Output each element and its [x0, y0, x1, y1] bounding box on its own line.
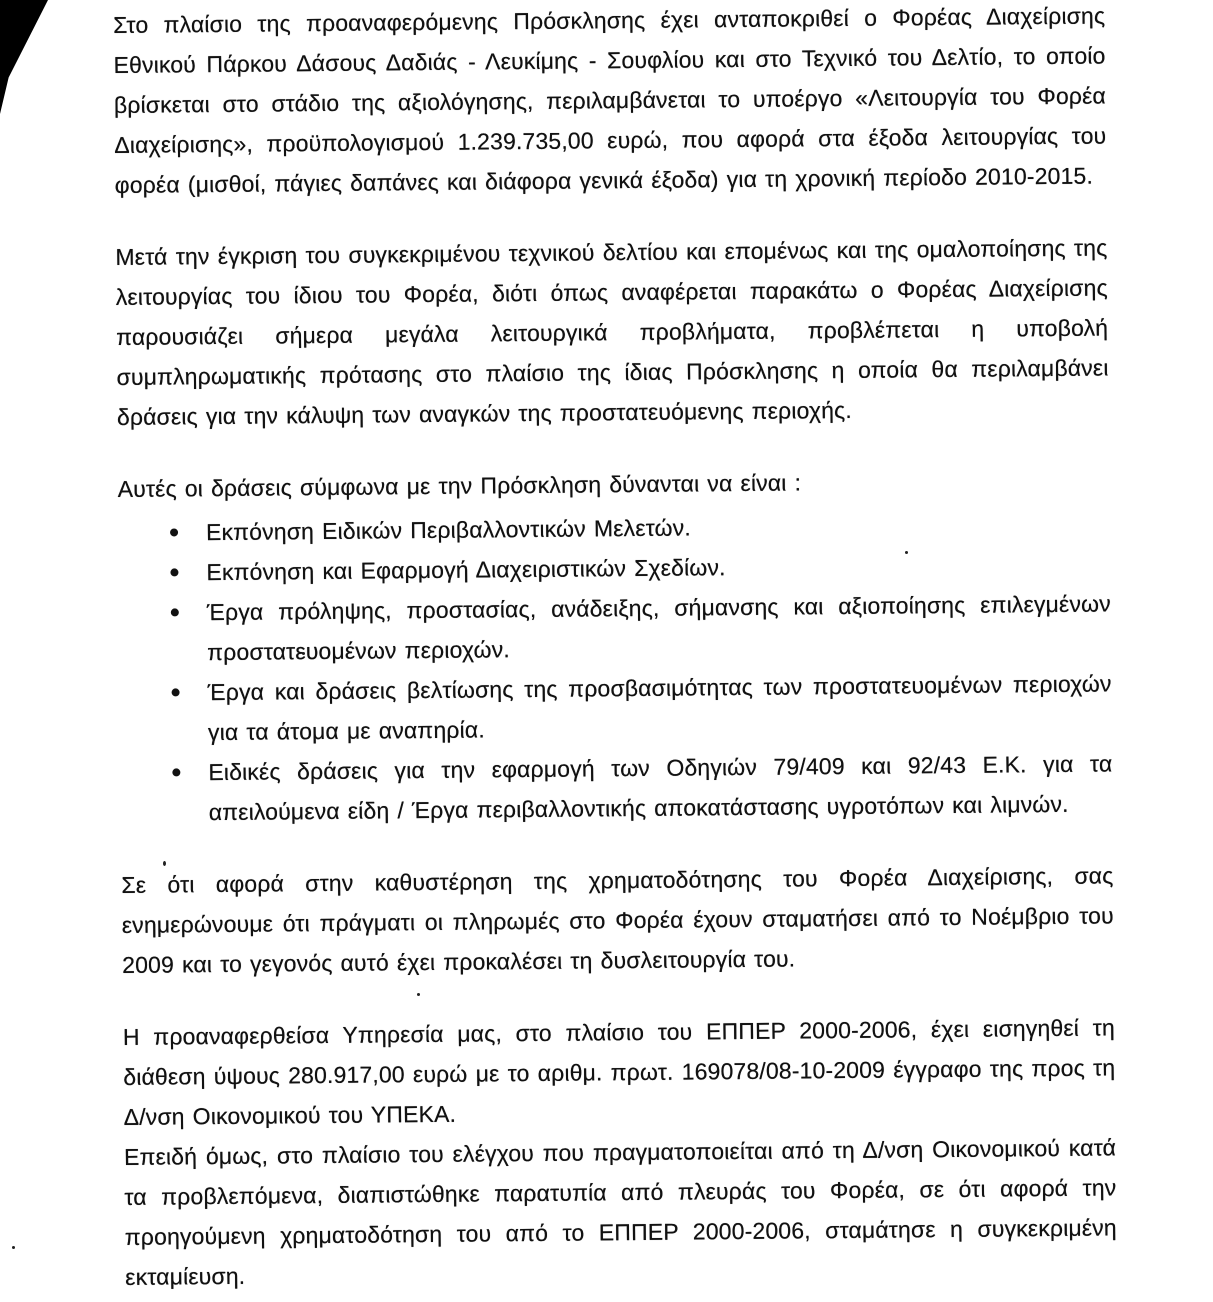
paragraph-kathisterisi: Σε ότι αφορά στην καθυστέρηση της χρηματοδότησης του Φορέα Διαχείρισης, σας ενημερώνουμε ότι πράγματι οι πληρωμές στο Φορέα έχουν σταματήσει από το Νοέμβριο του 2009 και το γεγονός αυτό έχει προκαλέσει τη δυσλειτουργία του. [121, 862, 1114, 978]
list-item-text: Ειδικές δράσεις για την εφαρμογή των Οδηγιών 79/409 και 92/43 Ε.Κ. για τα απειλούμενα είδη / Έργα περιβαλλοντικής αποκατάστασης υγροτόπων και λιμνών. [208, 750, 1113, 826]
list-intro: Αυτές οι δράσεις σύμφωνα με την Πρόσκληση δύνανται να είναι : [117, 469, 802, 502]
bullet-icon [170, 528, 178, 536]
bullet-icon [172, 768, 180, 776]
bullet-icon [170, 568, 178, 576]
scan-corner-artifact [0, 0, 48, 114]
list-item [171, 663, 1112, 752]
list-item [171, 583, 1112, 672]
paragraph-elegxos: Επειδή όμως, στο πλαίσιο του ελέγχου που πραγματοποιείται από τη Δ/νση Οικονομικού κατά τα προβλεπόμενα, διαπιστώθηκε παρατυπία από πλευράς του Φορέα, σε ότι αφορά την προηγούμενη χρηματοδότηση του από το ΕΠΠΕΡ 2000-2006, σταμάτησε η συγκεκριμένη εκταμίευση. [123, 1134, 1117, 1290]
list-item-text: Έργα και δράσεις βελτίωσης της προσβασιμότητας των προστατευομένων περιοχών για τα άτομα με αναπηρία. [207, 670, 1112, 746]
list-item-text: Εκπόνηση και Εφαρμογή Διαχειριστικών Σχεδίων. [206, 554, 726, 586]
list-item-text: Εκπόνηση Ειδικών Περιβαλλοντικών Μελετών. [205, 514, 691, 546]
list-item [172, 743, 1113, 832]
bullet-icon [172, 688, 180, 696]
actions-list [118, 503, 1113, 833]
paragraph-ypiresia: Η προαναφερθείσα Υπηρεσία μας, στο πλαίσιο του ΕΠΠΕΡ 2000-2006, έχει εισηγηθεί τη διάθεση ύψους 280.917,00 ευρώ με το αριθμ. πρωτ. 169078/08-10-2009 έγγραφο της προς τη Δ/νση Οικονομικού του ΥΠΕΚΑ. [122, 1014, 1116, 1130]
document-content [113, 0, 1118, 1302]
paragraph-egrisi: Μετά την έγκριση του συγκεκριμένου τεχνικού δελτίου και επομένως και της ομαλοποίησης της λειτουργίας του ίδιου του Φορέα, διότι όπως αναφέρεται παρακάτω ο Φορέας Διαχείρισης παρουσιάζει σήμερα μεγάλα λειτουργικά προβλήματα, προβλέπεται η υποβολή συμπληρωματικής πρότασης στο πλαίσιο της ίδιας Πρόσκλησης η οποία θα περιλαμβάνει δράσεις για την κάλυψη των αναγκών της προστατευόμενης περιοχής. [115, 234, 1109, 430]
scan-speck [12, 1246, 15, 1249]
paragraph-proskisi: Στο πλαίσιο της προαναφερόμενης Πρόσκλησης έχει ανταποκριθεί ο Φορέας Διαχείρισης Εθνικού Πάρκου Δάσους Δαδιάς - Λευκίμης - Σουφλίου και στο Τεχνικό του Δελτίο, το οποίο βρίσκεται στο στάδιο της αξιολόγησης, περιλαμβάνεται το υποέργο «Λειτουργία του Φορέα Διαχείρισης», προϋπολογισμού 1.239.735,00 ευρώ, που αφορά στα έξοδα λειτουργίας του φορέα (μισθοί, πάγιες δαπάνες και διάφορα γενικά έξοδα) για τη χρονική περίοδο 2010-2015. [113, 2, 1107, 198]
bullet-icon [171, 608, 179, 616]
list-item-text: Έργα πρόληψης, προστασίας, ανάδειξης, σήμανσης και αξιοποίησης επιλεγμένων προστατευομένων περιοχών. [206, 590, 1111, 666]
